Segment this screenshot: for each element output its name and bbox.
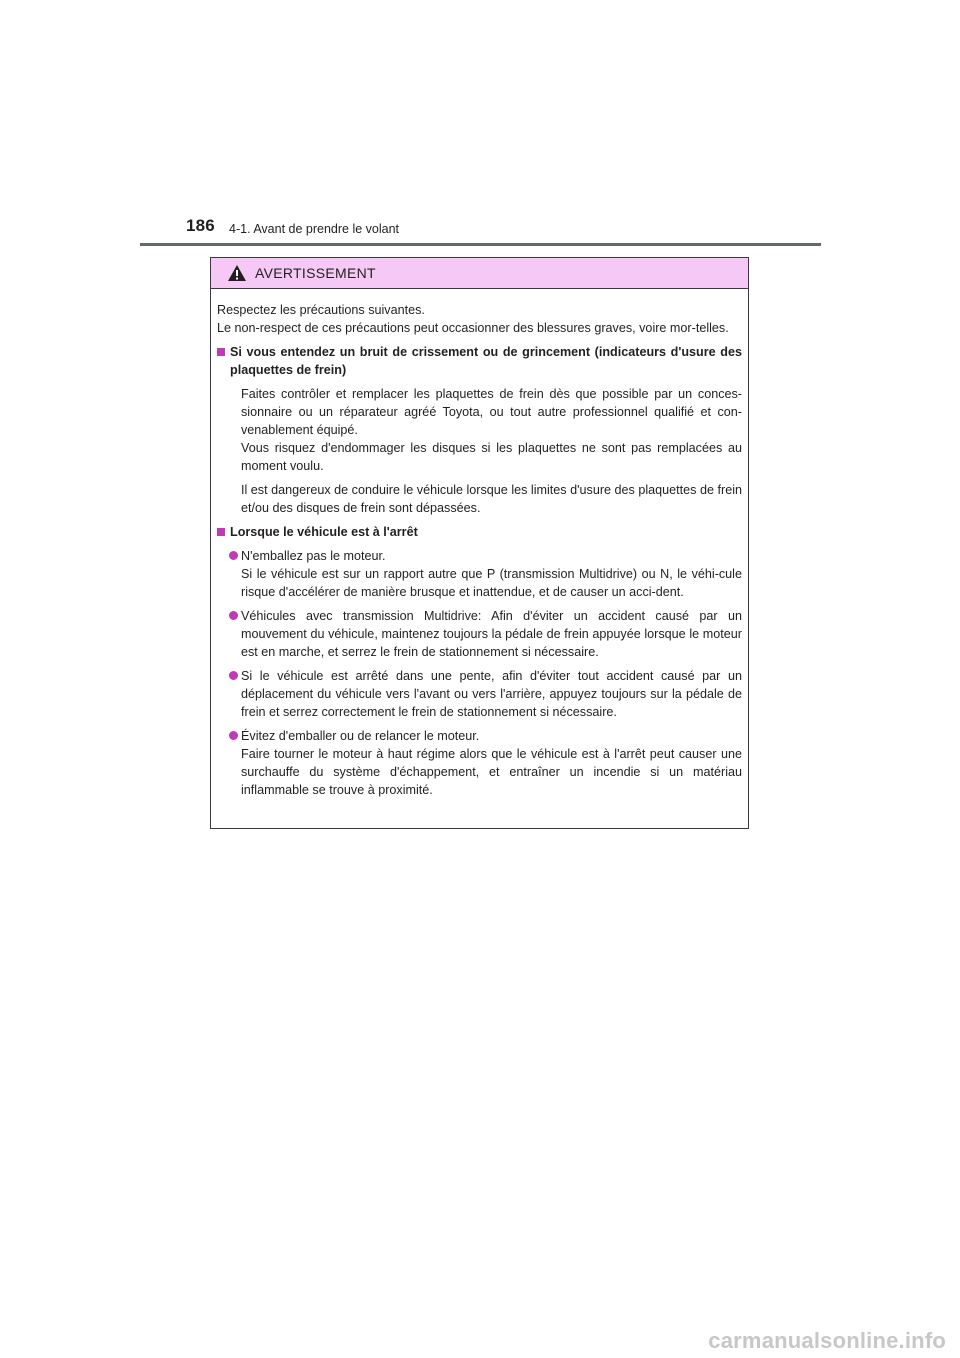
list-item-text: Faire tourner le moteur à haut régime alors que le véhicule est à l'arrêt peut causer une surchauffe du système d'échappement, et entraîner un incendie si un matériau inflammable se trouve à proximité. xyxy=(241,747,742,797)
warning-body xyxy=(211,289,748,799)
warning-title: AVERTISSEMENT xyxy=(255,265,376,281)
intro-line-1: Respectez les précautions suivantes. xyxy=(217,303,425,317)
header-rule xyxy=(140,243,821,246)
section-heading-brake-noise xyxy=(217,343,742,379)
round-bullet-icon xyxy=(229,611,238,620)
section-heading-text: Lorsque le véhicule est à l'arrêt xyxy=(230,525,418,539)
brake-pad-paragraph-3: Il est dangereux de conduire le véhicule lorsque les limites d'usure des plaquettes de frein et/ou des disques de frein sont dépassées. xyxy=(241,483,742,515)
round-bullet-icon xyxy=(229,671,238,680)
section-title: 4-1. Avant de prendre le volant xyxy=(229,222,400,236)
intro-line-2: Le non-respect de ces précautions peut occasionner des blessures graves, voire mor-telles. xyxy=(217,321,729,335)
section-heading-stopped xyxy=(217,523,742,541)
list-item-first-line: Évitez d'emballer ou de relancer le moteur. xyxy=(241,729,480,743)
list-item-first-line: N'emballez pas le moteur. xyxy=(241,549,386,563)
round-bullet-icon xyxy=(229,731,238,740)
brake-pad-paragraph-1: Faites contrôler et remplacer les plaquettes de frein dès que possible par un conces-sionnaire ou un réparateur agréé Toyota, ou tout autre professionnel qualifié et con-venablement équipé. xyxy=(241,387,742,437)
warning-header xyxy=(211,258,748,289)
list-item xyxy=(217,727,742,799)
square-bullet-icon xyxy=(217,528,225,536)
list-item xyxy=(217,547,742,601)
round-bullet-icon xyxy=(229,551,238,560)
warning-box xyxy=(210,257,749,829)
list-item xyxy=(217,607,742,661)
watermark: carmanualsonline.info xyxy=(708,1328,946,1353)
list-item-text: Véhicules avec transmission Multidrive: Afin d'éviter un accident causé par un mouvement du véhicule, maintenez toujours la pédale de frein appuyée lorsque le moteur est en marche, et serrez le frein de stationnement si nécessaire. xyxy=(241,609,742,659)
list-item xyxy=(217,667,742,721)
page-number: 186 xyxy=(186,216,215,235)
list-item-text: Si le véhicule est sur un rapport autre que P (transmission Multidrive) ou N, le véhi-cule risque d'accélérer de manière brusque et inattendue, et de causer un acci-dent. xyxy=(241,567,742,599)
brake-pad-paragraph-2: Vous risquez d'endommager les disques si les plaquettes ne sont pas remplacées au moment voulu. xyxy=(241,441,742,473)
square-bullet-icon xyxy=(217,348,225,356)
warning-triangle-icon xyxy=(227,264,247,282)
list-item-text: Si le véhicule est arrêté dans une pente, afin d'éviter tout accident causé par un déplacement du véhicule vers l'avant ou vers l'arrière, appuyez toujours sur la pédale de frein et serrez correctement le frein de stationnement si nécessaire. xyxy=(241,669,742,719)
section-heading-text: Si vous entendez un bruit de crissement ou de grincement (indicateurs d'usure des plaquettes de frein) xyxy=(230,345,742,377)
